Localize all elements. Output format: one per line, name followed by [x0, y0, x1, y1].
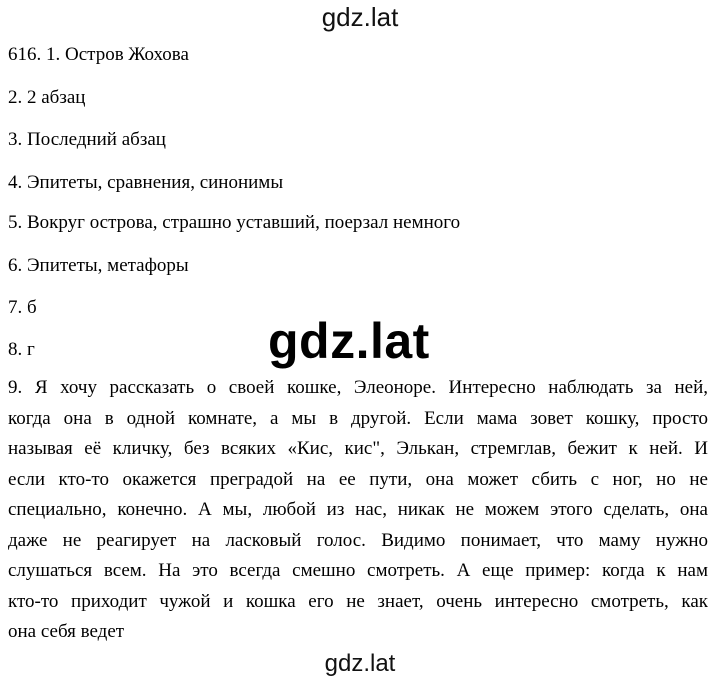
essay-paragraph	[8, 373, 708, 648]
answer-line-5: 5. Вокруг острова, страшно уставший, поерзал немного	[8, 212, 461, 233]
essay-line: специально, конечно. А мы, любой из нас, никак не можем этого сделать, она	[8, 499, 708, 520]
essay-line: кто-то приходит чужой и кошка его не знает, очень интересно смотреть, как	[8, 590, 708, 612]
essay-line: слушаться всем. На это всегда смешно смотреть. А еще пример: когда к нам	[8, 560, 708, 581]
essay-line: когда она в одной комнате, а мы в другой. Если мама зовет кошку, просто	[8, 407, 708, 429]
answer-line-7: 7. б	[8, 297, 37, 318]
answer-line-6: 6. Эпитеты, метафоры	[8, 255, 189, 276]
answer-line-2: 2. 2 абзац	[8, 87, 86, 108]
essay-line: даже не реагирует на ласковый голос. Видимо понимает, что маму нужно	[8, 529, 708, 551]
answer-line-3: 3. Последний абзац	[8, 129, 166, 150]
essay-line: она себя ведет	[8, 621, 125, 642]
essay-line: 9. Я хочу рассказать о своей кошке, Элеоноре. Интересно наблюдать за ней,	[8, 377, 708, 398]
watermark-top: gdz.lat	[321, 2, 399, 32]
watermark-middle: gdz.lat	[268, 313, 430, 369]
answer-line-4: 4. Эпитеты, сравнения, синонимы	[8, 172, 284, 193]
watermark-bottom: gdz.lat	[324, 650, 396, 677]
essay-line: если кто-то окажется преградой на ее пути, она может сбить с ног, но не	[8, 468, 708, 490]
answer-line-1: 616. 1. Остров Жохова	[8, 44, 189, 65]
answer-line-8: 8. г	[8, 339, 35, 360]
essay-line: называя её кличку, без всяких «Кис, кис", Элькан, стремглав, бежит к ней. И	[8, 438, 708, 459]
